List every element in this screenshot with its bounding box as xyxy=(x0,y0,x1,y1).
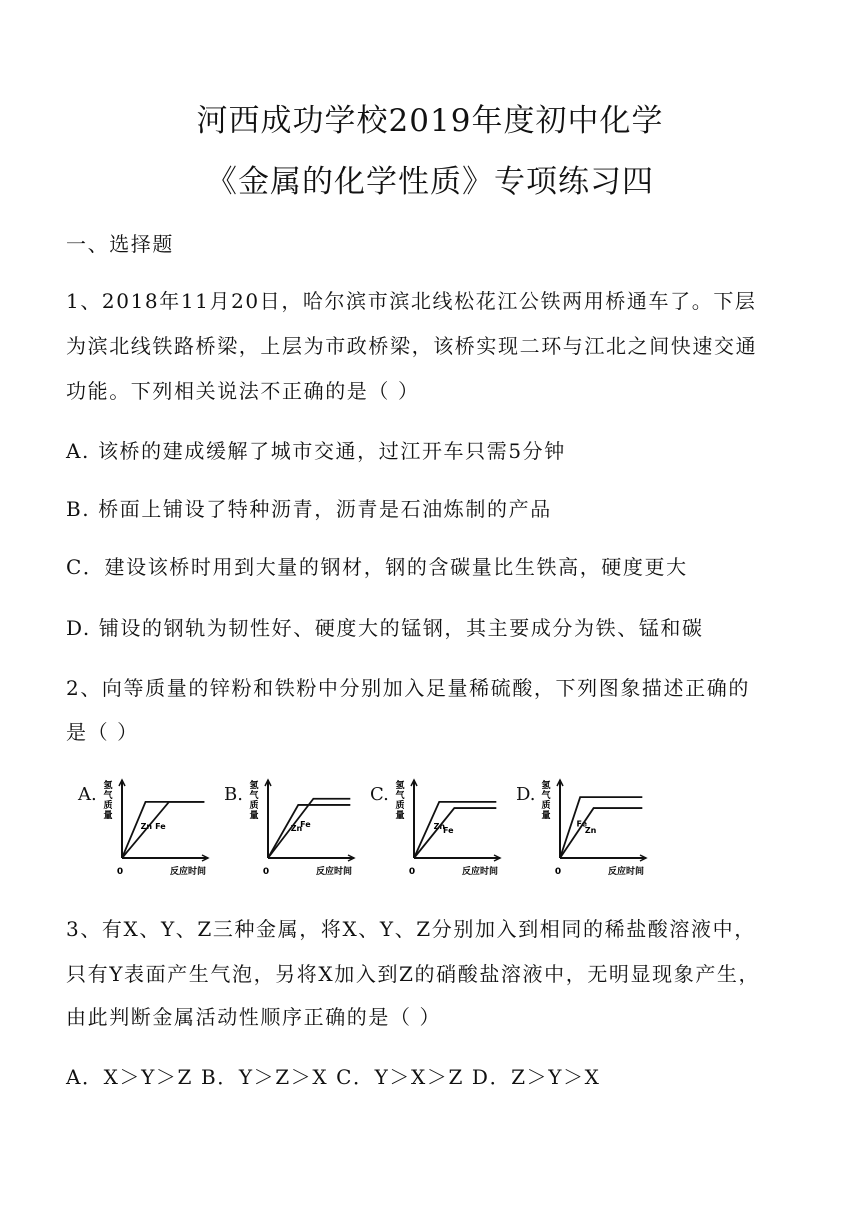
section-heading: 一、选择题 xyxy=(66,232,174,256)
q1-stem-line1: 1、2018年11月20日，哈尔滨市滨北线松花江公铁两用桥通车了。下层 xyxy=(66,289,757,313)
q1-stem-line3: 功能。下列相关说法不正确的是（ ） xyxy=(66,379,420,403)
series-label-zn: Zn xyxy=(584,826,597,836)
y-axis-label: 量 xyxy=(103,811,113,821)
graph-option-b xyxy=(212,772,358,884)
series-line-zn xyxy=(268,805,350,858)
series-label-zn: Zn xyxy=(140,822,153,832)
x-axis-label: 反应时间 xyxy=(169,867,206,877)
series-label-fe: Fe xyxy=(155,822,166,832)
q1-option-c: C．建设该桥时用到大量的钢材，钢的含碳量比生铁高，硬度更大 xyxy=(66,555,688,579)
series-label-fe: Fe xyxy=(576,819,588,829)
q2-stem-line2: 是（ ） xyxy=(66,720,139,744)
y-axis-label: 气 xyxy=(395,791,405,801)
page-title: 河西成功学校2019年度初中化学 xyxy=(196,103,664,139)
series-label-zn: Zn xyxy=(290,824,303,834)
y-axis-label: 氢 xyxy=(541,781,551,791)
y-axis-label: 氢 xyxy=(103,781,113,791)
q3-stem-line1: 3、有X、Y、Z三种金属，将X、Y、Z分别加入到相同的稀盐酸溶液中， xyxy=(66,917,756,941)
q2-stem-line1: 2、向等质量的锌粉和铁粉中分别加入足量稀硫酸，下列图象描述正确的 xyxy=(66,676,750,700)
q1-stem-line2: 为滨北线铁路桥梁，上层为市政桥梁，该桥实现二环与江北之间快速交通 xyxy=(66,334,758,358)
graph-option-c xyxy=(358,772,504,884)
y-axis-label: 量 xyxy=(395,811,405,821)
page-subtitle: 《金属的化学性质》专项练习四 xyxy=(206,164,654,200)
origin-label: 0 xyxy=(262,867,270,877)
y-axis-label: 质 xyxy=(395,801,405,811)
origin-label: 0 xyxy=(408,867,416,877)
y-axis-label: 量 xyxy=(249,811,259,821)
origin-label: 0 xyxy=(554,867,562,877)
q2-graph-options xyxy=(66,772,666,884)
series-label-fe: Fe xyxy=(300,820,311,830)
series-line-zn xyxy=(560,808,642,858)
series-line-zn xyxy=(414,802,496,858)
graph-c-label: C. xyxy=(370,784,389,805)
origin-label: 0 xyxy=(116,867,124,877)
graph-d-label: D. xyxy=(516,784,536,805)
graph-a-label: A. xyxy=(78,784,97,805)
x-axis-label: 反应时间 xyxy=(461,867,498,877)
series-label-zn: Zn xyxy=(433,822,446,832)
q3-stem-line2: 只有Y表面产生气泡，另将X加入到Z的硝酸盐溶液中，无明显现象产生， xyxy=(66,962,761,986)
graph-b-label: B. xyxy=(224,784,243,805)
graph-option-a xyxy=(66,772,212,884)
y-axis-label: 气 xyxy=(541,791,551,801)
q3-options: A．X＞Y＞Z B．Y＞Z＞X C．Y＞X＞Z D．Z＞Y＞X xyxy=(66,1065,601,1089)
y-axis-label: 质 xyxy=(249,801,259,811)
series-line-fe xyxy=(414,808,496,858)
y-axis-label: 质 xyxy=(103,801,113,811)
x-axis-label: 反应时间 xyxy=(607,867,644,877)
q1-option-a: A. 该桥的建成缓解了城市交通，过江开车只需5分钟 xyxy=(66,439,566,463)
y-axis-label: 气 xyxy=(103,791,113,801)
y-axis-label: 气 xyxy=(249,791,259,801)
q1-option-d: D. 铺设的钢轨为韧性好、硬度大的锰钢，其主要成分为铁、锰和碳 xyxy=(66,616,704,640)
y-axis-label: 氢 xyxy=(395,781,405,791)
graph-option-d xyxy=(504,772,650,884)
q1-option-b: B. 桥面上铺设了特种沥青，沥青是石油炼制的产品 xyxy=(66,497,552,521)
y-axis-label: 氢 xyxy=(249,781,259,791)
y-axis-label: 质 xyxy=(541,801,551,811)
y-axis-label: 量 xyxy=(541,811,551,821)
q3-stem-line3: 由此判断金属活动性顺序正确的是（ ） xyxy=(66,1005,442,1029)
series-line-fe xyxy=(560,797,642,858)
series-label-fe: Fe xyxy=(442,826,454,836)
x-axis-label: 反应时间 xyxy=(315,867,352,877)
